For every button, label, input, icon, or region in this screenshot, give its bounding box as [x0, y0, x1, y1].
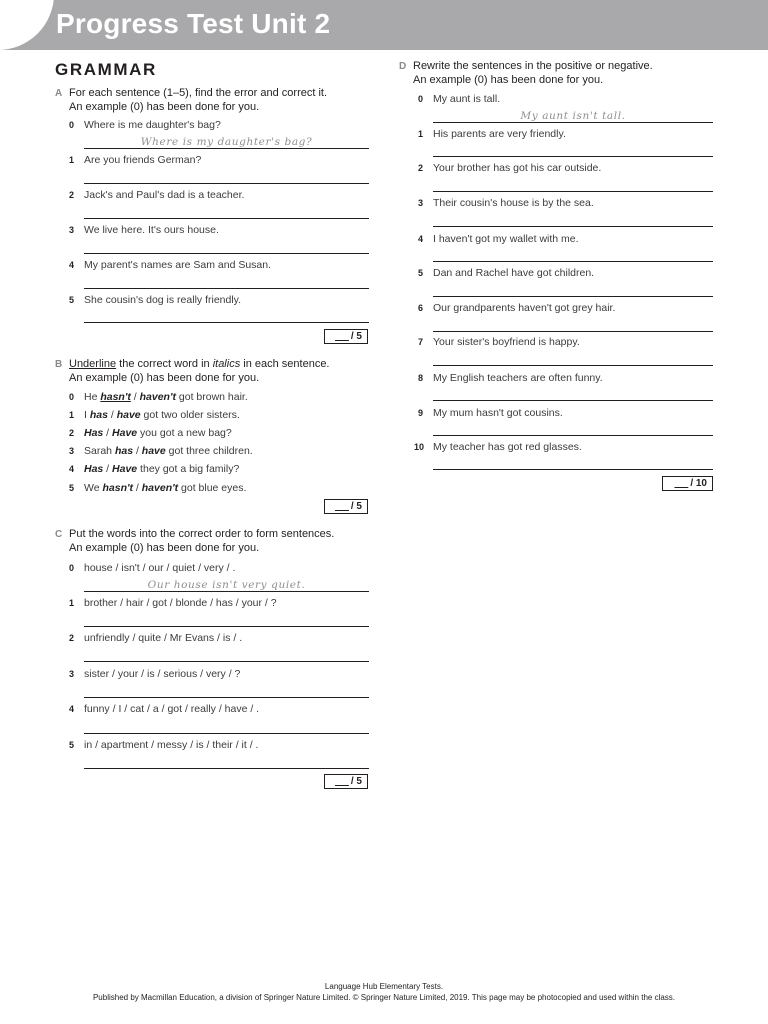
answer-line[interactable] [84, 322, 369, 323]
section-d-item: 2 Your brother has got his car outside. [418, 162, 602, 174]
section-b-item: 2 Has / Have you got a new bag? [69, 427, 232, 439]
section-d-item: 8 My English teachers are often funny. [418, 372, 603, 384]
section-d-score-box[interactable] [662, 476, 713, 491]
item-number: 1 [69, 155, 75, 165]
section-b-item: 1 I has / have got two older sisters. [69, 409, 240, 421]
word-option[interactable]: have [141, 445, 166, 457]
item-text: Your brother has got his car outside. [433, 162, 602, 174]
item-text: house / isn't / our / quiet / very / . [84, 562, 236, 574]
answer-line[interactable] [84, 183, 369, 184]
section-c-item: 5 in / apartment / messy / is / their / it / . [69, 739, 259, 751]
answer-line[interactable] [84, 768, 369, 769]
score-total: / 5 [350, 331, 362, 342]
word-option-selected[interactable]: hasn't [100, 391, 131, 403]
section-c-item: 0 house / isn't / our / quiet / very / . [69, 562, 236, 574]
section-a-item [69, 259, 272, 271]
item-text: She cousin's dog is really friendly. [84, 294, 242, 306]
section-a-item [69, 189, 245, 201]
word-option[interactable]: haven't [141, 482, 179, 494]
answer-line[interactable] [433, 156, 713, 157]
section-c-letter: C [55, 529, 63, 540]
section-a-instruction-line2: An example (0) has been done for you. [69, 100, 260, 113]
item-text: Their cousin's house is by the sea. [433, 197, 594, 209]
score-total: / 5 [350, 501, 362, 512]
item-text: Dan and Rachel have got children. [433, 267, 595, 279]
section-c-instruction-line1: Put the words into the correct order to form sentences. [69, 528, 335, 540]
word-option[interactable]: Has [84, 427, 104, 439]
answer-line[interactable] [84, 661, 369, 662]
section-c-item: 2 unfriendly / quite / Mr Evans / is / . [69, 632, 243, 644]
section-b-item: 4 Has / Have they got a big family? [69, 463, 240, 475]
section-c-item: 1 brother / hair / got / blonde / has / your / ? [69, 597, 277, 609]
answer-line[interactable] [84, 148, 369, 149]
footer-line2: Published by Macmillan Education, a division of Springer Nature Limited. © Springer Nature Limited, 2019. This page may be photocopied and used within the class. [92, 993, 676, 1002]
answer-line[interactable] [433, 435, 713, 436]
section-b-letter: B [55, 359, 63, 370]
word-option[interactable]: haven't [139, 391, 176, 403]
answer-line[interactable] [84, 697, 369, 698]
word-option[interactable]: has [114, 445, 134, 457]
section-b-instruction-line1: Underline the correct word in italics in each sentence. [69, 358, 330, 370]
item-text: Your sister's boyfriend is happy. [433, 336, 580, 348]
section-c-score-box[interactable] [324, 774, 368, 789]
answer-line[interactable] [84, 288, 369, 289]
section-d-instruction-line1: Rewrite the sentences in the positive or negative. [413, 60, 653, 72]
section-a-instructions [55, 87, 369, 114]
section-d-item: 5 Dan and Rachel have got children. [418, 267, 595, 279]
answer-line[interactable] [433, 296, 713, 297]
section-b-instructions [55, 358, 369, 385]
section-c-instructions [55, 528, 369, 555]
section-a-item [69, 119, 221, 131]
answer-line[interactable] [84, 591, 369, 592]
section-d-instructions [399, 60, 713, 87]
word-option[interactable]: Have [112, 427, 138, 439]
answer-line[interactable] [433, 122, 713, 123]
section-a-item [69, 154, 202, 166]
section-d-item: 0 My aunt is tall. [418, 93, 501, 105]
section-b-score-box[interactable] [324, 499, 368, 514]
item-text: brother / hair / got / blonde / has / your / ? [84, 597, 277, 609]
item-number: 0 [69, 120, 75, 130]
item-number: 5 [69, 295, 75, 305]
item-text: My teacher has got red glasses. [433, 441, 582, 453]
answer-line[interactable] [84, 253, 369, 254]
page-title: Progress Test Unit 2 [56, 8, 331, 39]
section-d-instruction-line2: An example (0) has been done for you. [413, 73, 604, 86]
item-number: 4 [69, 260, 75, 270]
section-a-instruction-line1: For each sentence (1–5), find the error and correct it. [69, 87, 328, 99]
section-d-item: 6 Our grandparents haven't got grey hair. [418, 302, 616, 314]
word-option[interactable]: Have [112, 463, 138, 475]
answer-line[interactable] [84, 733, 369, 734]
section-b-item: 0 He hasn't / haven't got brown hair. [69, 391, 248, 403]
item-text: My aunt is tall. [433, 93, 501, 105]
word-option[interactable]: hasn't [102, 482, 133, 494]
header-banner [0, 0, 768, 50]
answer-line[interactable] [433, 365, 713, 366]
score-total: / 10 [690, 478, 707, 489]
item-text: My parent's names are Sam and Susan. [84, 259, 272, 271]
item-number: 3 [69, 225, 75, 235]
item-text: My mum hasn't got cousins. [433, 407, 563, 419]
item-number: 2 [69, 190, 75, 200]
banner-circle-decoration [0, 0, 54, 50]
item-text: in / apartment / messy / is / their / it / . [84, 739, 259, 751]
section-b-item: 5 We hasn't / haven't got blue eyes. [69, 482, 247, 494]
section-d-letter: D [399, 61, 407, 72]
answer-line[interactable] [84, 626, 369, 627]
example-answer: My aunt isn't tall. [520, 110, 626, 122]
section-d-item: 3 Their cousin's house is by the sea. [418, 197, 594, 209]
section-b-item: 3 Sarah has / have got three children. [69, 445, 253, 457]
answer-line[interactable] [433, 191, 713, 192]
section-c-item: 4 funny / I / cat / a / got / really / have / . [69, 703, 260, 715]
section-a-item [69, 294, 242, 306]
section-d-item: 4 I haven't got my wallet with me. [418, 233, 579, 245]
example-answer: Where is my daughter's bag? [140, 136, 313, 148]
section-a-item [69, 224, 219, 236]
section-d-item: 9 My mum hasn't got cousins. [418, 407, 563, 419]
item-text: I haven't got my wallet with me. [433, 233, 579, 245]
item-text: Jack's and Paul's dad is a teacher. [84, 189, 245, 201]
word-option[interactable]: Has [84, 463, 104, 475]
answer-line[interactable] [433, 400, 713, 401]
section-d-item: 7 Your sister's boyfriend is happy. [418, 336, 580, 348]
item-text: funny / I / cat / a / got / really / have / . [84, 703, 260, 715]
answer-line[interactable] [433, 331, 713, 332]
section-c-instruction-line2: An example (0) has been done for you. [69, 541, 260, 554]
item-text: Where is me daughter's bag? [84, 119, 221, 131]
word-option[interactable]: has [89, 409, 108, 421]
section-a-letter: A [55, 88, 63, 99]
item-text: We live here. It's ours house. [84, 224, 219, 236]
answer-line[interactable] [433, 226, 713, 227]
answer-line[interactable] [433, 469, 713, 470]
footer-line1: Language Hub Elementary Tests. [324, 982, 444, 991]
item-text: unfriendly / quite / Mr Evans / is / . [84, 632, 243, 644]
section-b-instruction-line2: An example (0) has been done for you. [69, 371, 260, 384]
section-a-score-box[interactable] [324, 329, 368, 344]
answer-line[interactable] [84, 218, 369, 219]
item-text: My English teachers are often funny. [433, 372, 603, 384]
item-text: Are you friends German? [84, 154, 202, 166]
item-text: His parents are very friendly. [433, 128, 566, 140]
example-answer: Our house isn't very quiet. [147, 579, 306, 591]
answer-line[interactable] [433, 261, 713, 262]
section-d-item: 10 My teacher has got red glasses. [414, 441, 582, 453]
section-d-item: 1 His parents are very friendly. [418, 128, 566, 140]
item-text: Our grandparents haven't got grey hair. [433, 302, 616, 314]
word-option[interactable]: have [116, 409, 141, 421]
section-heading: GRAMMAR [55, 60, 157, 79]
section-c-item: 3 sister / your / is / serious / very / ? [69, 668, 241, 680]
score-total: / 5 [350, 776, 362, 787]
item-text: sister / your / is / serious / very / ? [84, 668, 241, 680]
